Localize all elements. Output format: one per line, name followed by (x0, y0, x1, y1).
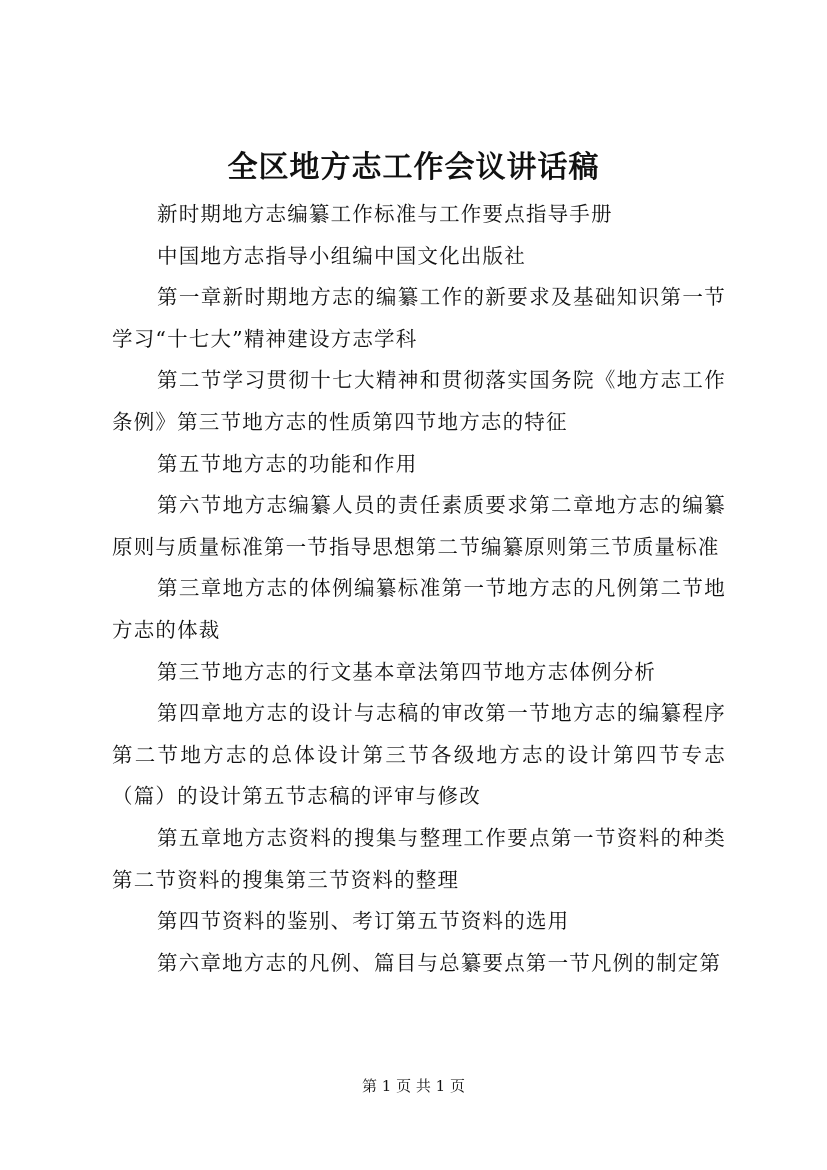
paragraph: 新时期地方志编纂工作标准与工作要点指导手册 (157, 202, 613, 226)
paragraph: 第三节地方志的行文基本章法第四节地方志体例分析 (157, 659, 657, 684)
document-title: 全区地方志工作会议讲话稿 (227, 150, 600, 185)
paragraph: 第一章新时期地方志的编纂工作的新要求及基础知识第一节学习“十七大”精神建设方志学科 (112, 285, 726, 351)
paragraph: 第四章地方志的设计与志稿的审改第一节地方志的编纂程序第二节地方志的总体设计第三节各级地方志的设计第四节专志（篇）的设计第五节志稿的评审与修改 (112, 701, 726, 809)
paragraph: 第二节学习贯彻十七大精神和贯彻落实国务院《地方志工作条例》第三节地方志的性质第四节地方志的特征 (112, 368, 726, 434)
paragraph: 第六章地方志的凡例、篇目与总纂要点第一节凡例的制定第 (157, 950, 722, 975)
paragraph: 第三章地方志的体例编纂标准第一节地方志的凡例第二节地方志的体裁 (112, 576, 726, 642)
document-body (112, 194, 726, 984)
paragraph: 第五章地方志资料的搜集与整理工作要点第一节资料的种类第二节资料的搜集第三节资料的整理 (112, 825, 726, 892)
paragraph: 中国地方志指导小组编中国文化出版社 (157, 243, 526, 268)
page-number-label: 第 1 页 共 1 页 (362, 1077, 465, 1095)
paragraph: 第六节地方志编纂人员的责任素质要求第二章地方志的编纂原则与质量标准第一节指导思想第二节编纂原则第三节质量标准 (112, 493, 726, 559)
paragraph: 第五节地方志的功能和作用 (157, 451, 418, 476)
page-footer (0, 1075, 827, 1097)
paragraph: 第四节资料的鉴别、考订第五节资料的选用 (157, 909, 570, 934)
